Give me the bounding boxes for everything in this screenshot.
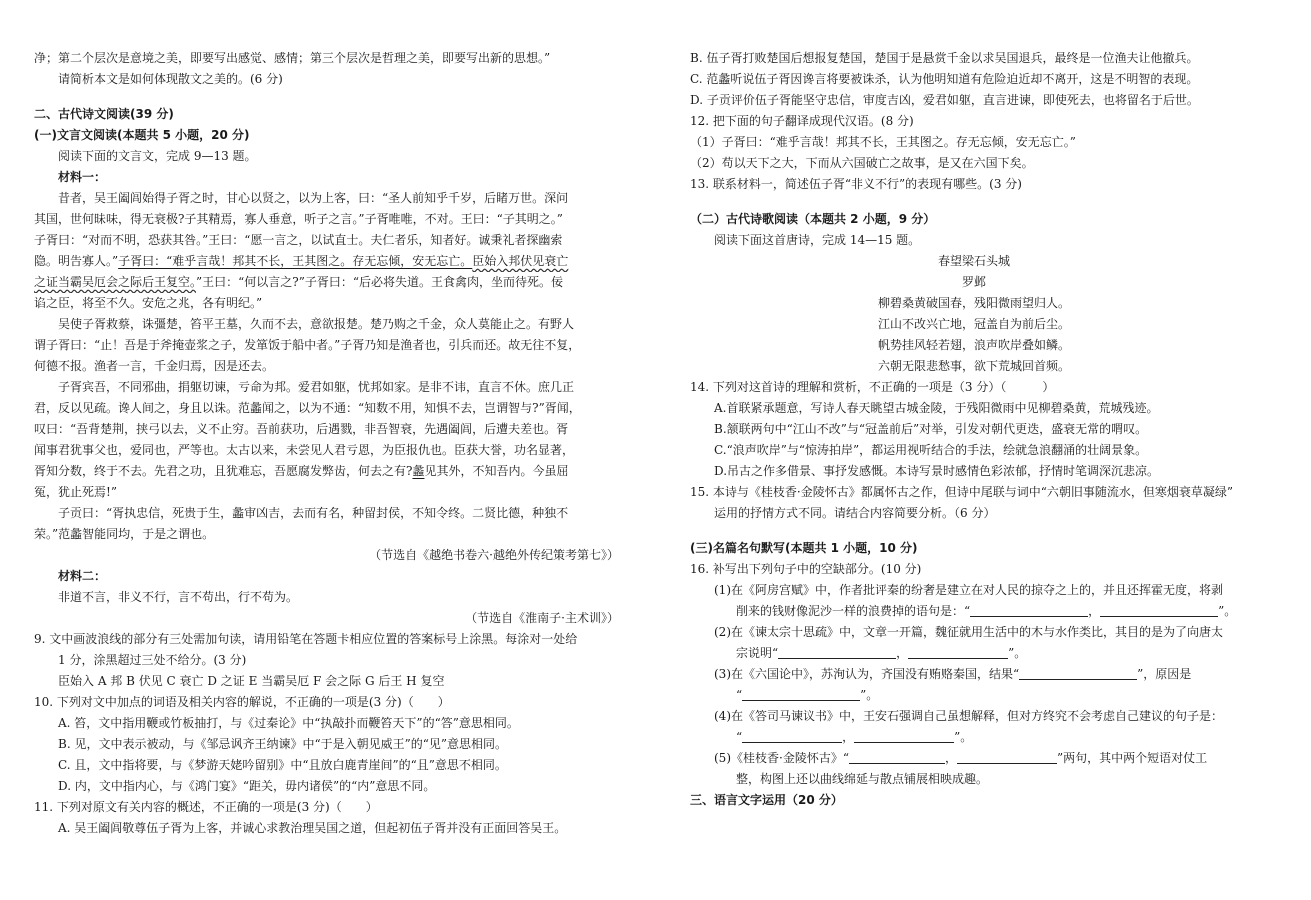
passage-line: 之证当霸吴厄会之际后王复空。”王曰：“何以言之?”子胥曰：“后必将失道。王食禽肉，坐而待死。佞 bbox=[34, 275, 563, 289]
material-label: 材料一： bbox=[58, 170, 107, 184]
passage-line: 子贡曰：“胥执忠信，死贵于生，蠡审凶吉，去而有名，种留封侯，不知令终。二贤比德，种独不 bbox=[58, 506, 569, 520]
answer-blank[interactable] bbox=[742, 730, 842, 743]
question-16-item-4-cont: “ ， ”。 bbox=[736, 730, 973, 744]
option-a: A.首联紧承题意，写诗人春天眺望古城金陵，于残阳微雨中见柳碧桑黄，荒城残迹。 bbox=[714, 401, 1159, 415]
question-14: 14. 下列对这首诗的理解和赏析，不正确的一项是（3 分）（ ） bbox=[690, 380, 1055, 394]
question-9-options: 臣始入 A 邦 B 伏见 C 衰亡 D 之证 E 当霸吴厄 F 会之际 G 后王 H 复空 bbox=[58, 674, 445, 688]
option-b: B. 见，文中表示被动，与《邹忌讽齐王纳谏》中“于是入朝见威王”的“见”意思相同。 bbox=[58, 737, 507, 751]
wavy-underlined-text: 之证当霸吴厄会之际后王复空。 bbox=[34, 275, 197, 289]
underlined-sentence: 子胥曰：“难乎言哉！邦其不长，王其图之。存无忘倾，安无忘亡。 bbox=[118, 254, 473, 268]
option-d: D.吊古之作多借景、事抒发感慨。本诗写景时感情色彩浓郁，抒情时笔调深沉悲凉。 bbox=[714, 464, 1160, 478]
question-16-item-5-cont: 整，构图上还以曲线绵延与散点铺展相映成趣。 bbox=[736, 772, 989, 786]
reading-instruction: 阅读下面这首唐诗，完成 14—15 题。 bbox=[714, 233, 921, 247]
answer-blank[interactable] bbox=[1019, 667, 1137, 680]
passage-line: 谄之臣，将至不久。安危之兆，各有明纪。” bbox=[34, 296, 263, 310]
option-b: B. 伍子胥打败楚国后想报复楚国，楚国于是悬赏千金以求吴国退兵，最终是一位渔夫让他撤兵。 bbox=[690, 51, 1199, 65]
question-12-item: （1）子胥曰：“难乎言哉！邦其不长，王其图之。存无忘倾，安无忘亡。” bbox=[690, 135, 1076, 149]
question-12: 12. 把下面的句子翻译成现代汉语。(8 分) bbox=[690, 114, 914, 128]
material-label: 材料二： bbox=[58, 569, 107, 583]
passage-line: 何德不报。渔者一言，千金归焉，因是还去。 bbox=[34, 359, 275, 373]
question-16-item-1-cont: 削来的钱财像泥沙一样的浪费掉的语句是：“ ， ”。 bbox=[736, 604, 1237, 618]
option-d: D. 内，文中指内心，与《鸿门宴》“距关，毋内诸侯”的“内”意思不同。 bbox=[58, 779, 436, 793]
reading-instruction: 阅读下面的文言文，完成 9—13 题。 bbox=[58, 149, 257, 163]
answer-blank[interactable] bbox=[908, 646, 1008, 659]
passage-line: 谓子胥曰：“止！吾是于斧掩壶浆之子，发箪饭于船中者。”子胥乃知是渔者也，引兵而还。故无往不复， bbox=[34, 338, 581, 352]
question-9-cont: 1 分，涂黑超过三处不给分。(3 分) bbox=[58, 653, 247, 667]
poem-line: 六朝无限悲愁事，欲下荒城回首频。 bbox=[877, 359, 1070, 373]
passage-line: 吴使子胥救蔡，诛彊楚，笞平王墓，久而不去，意欲报楚。楚乃购之千金，众人莫能止之。有野人 bbox=[58, 317, 575, 331]
section-heading: 二、古代诗文阅读(39 分) bbox=[34, 107, 174, 121]
question-13: 13. 联系材料一，简述伍子胥“非义不行”的表现有哪些。(3 分) bbox=[690, 177, 1022, 191]
passage-line: 胥知分数，终于不去。先君之功，且犹难忘，吾愿腐发弊齿，何去之有?蠡见其外，不知吾内。今虽屈 bbox=[34, 464, 569, 478]
section-heading: 三、语言文字运用（20 分） bbox=[690, 793, 843, 807]
question-16-item-3-cont: “ ”。 bbox=[736, 688, 879, 702]
poem-line: 帆势挂风轻若翅，浪声吹岸叠如鳞。 bbox=[877, 338, 1070, 352]
option-d: D. 子贡评价伍子胥能坚守忠信，审度吉凶，爱君如躯，直言进谏，即使死去，也将留名于后世。 bbox=[690, 93, 1199, 107]
dotted-word: 蠡 bbox=[412, 464, 425, 478]
question-12-item: （2）苟以天下之大，下而从六国破亡之故事，是又在六国下矣。 bbox=[690, 156, 1034, 170]
option-b: B.颔联两句中“江山不改”与“冠盖前后”对举，引发对朝代更迭，盛衰无常的喟叹。 bbox=[714, 422, 1148, 436]
source-citation: （节选自《淮南子·主术训》） bbox=[465, 611, 619, 625]
passage-line: 冤，犹止死焉!” bbox=[34, 485, 117, 499]
passage-line: 子胥曰：“对而不明，恐获其咎。”王曰：“愿一言之，以试直士。夫仁者乐，知者好。诚秉礼者探幽索 bbox=[34, 233, 563, 247]
answer-blank[interactable] bbox=[849, 751, 945, 764]
answer-blank[interactable] bbox=[970, 604, 1088, 617]
question-16: 16. 补写出下列句子中的空缺部分。(10 分) bbox=[690, 562, 922, 576]
left-column bbox=[34, 48, 619, 839]
subsection-heading: (一)文言文阅读(本题共 5 小题，20 分) bbox=[34, 128, 250, 142]
question-16-item-2: (2)在《谏太宗十思疏》中，文章一开篇，魏征就用生活中的木与水作类比，其目的是为了向唐太 bbox=[714, 625, 1224, 639]
question-16-item-5: (5)《桂枝香·金陵怀古》“ ， ”两句，其中两个短语对仗工 bbox=[714, 751, 1208, 765]
subsection-heading: （二）古代诗歌阅读（本题共 2 小题，9 分） bbox=[690, 212, 936, 226]
question-15: 15. 本诗与《桂枝香·金陵怀古》都属怀古之作，但诗中尾联与词中“六朝旧事随流水，但寒烟衰草凝绿” bbox=[690, 485, 1233, 499]
answer-blank[interactable] bbox=[957, 751, 1057, 764]
wavy-underlined-text: 臣始入邦伏见衰亡 bbox=[472, 254, 569, 268]
passage-line: 荣。”范蠡智能同均，于是之谓也。 bbox=[34, 527, 215, 541]
text-line: 净；第二个层次是意境之美，即要写出感觉、感情；第三个层次是哲理之美，即要写出新的思想。” bbox=[34, 51, 551, 65]
passage-line: 闻事君犹事父也，爱同也，严等也。太古以来，未尝见人君亏恩，为臣报仇也。臣获大誉，功名显著， bbox=[34, 443, 575, 457]
answer-blank[interactable] bbox=[742, 688, 860, 701]
option-a: A. 吴王阖闾敬尊伍子胥为上客，并诚心求教治理吴国之道，但起初伍子胥并没有正面回答吴王。 bbox=[58, 821, 567, 835]
answer-blank[interactable] bbox=[854, 730, 954, 743]
question-16-item-3: (3)在《六国论中》，苏洵认为，齐国没有贿赂秦国，结果“ ”，原因是 bbox=[714, 667, 1192, 681]
option-c: C.“浪声吹岸”与“惊涛拍岸”，都运用视听结合的手法，绘就急浪翻涌的壮阔景象。 bbox=[714, 443, 1148, 457]
question-10: 10. 下列对文中加点的词语及相关内容的解说，不正确的一项是(3 分)（ ） bbox=[34, 695, 450, 709]
passage-line: 君，反以见疏。谗人间之，身且以诛。范蠡闻之，以为不通：“知数不用，知惧不去，岂谓智与?”胥闻， bbox=[34, 401, 581, 415]
question-16-item-1: (1)在《阿房宫赋》中，作者批评秦的纷奢是建立在对人民的掠夺之上的，并且还挥霍无度，将剥 bbox=[714, 583, 1224, 597]
poem-author: 罗邺 bbox=[961, 275, 986, 289]
option-c: C. 范蠡听说伍子胥因谗言将要被诛杀，认为他明知道有危险迫近却不离开，这是不明智的表现。 bbox=[690, 72, 1199, 86]
poem-title: 春望梁石头城 bbox=[937, 254, 1010, 268]
passage-line: 子胥宾吾，不同邪曲，捐躯切谏，亏命为邦。爱君如躯，忧邦如家。是非不讳，直言不休。庶几正 bbox=[58, 380, 575, 394]
passage-line: 叹曰：“吾背楚荆，挟弓以去，义不止穷。吾前获功，后遇戮，非吾智衰，先遇阖闾，后遭夫差也。胥 bbox=[34, 422, 569, 436]
answer-blank[interactable] bbox=[778, 646, 896, 659]
passage-line: 其国，世何昧味，得无衰极?子其精焉，寡人垂意，听子之言。”子胥唯唯，不对。王曰：“子其明之。” bbox=[34, 212, 563, 226]
poem-line: 柳碧桑黄破国春，残阳微雨望归人。 bbox=[877, 296, 1070, 310]
question-11: 11. 下列对原文有关内容的概述，不正确的一项是(3 分)（ ） bbox=[34, 800, 378, 814]
source-citation: （节选自《越绝书卷六·越绝外传纪策考第七》） bbox=[369, 548, 619, 562]
option-c: C. 且，文中指将要，与《梦游天姥吟留别》中“且放白鹿青崖间”的“且”意思不相同。 bbox=[58, 758, 507, 772]
question-9: 9. 文中画波浪线的部分有三处需加句读，请用铅笔在答题卡相应位置的答案标号上涂黑。每涂对一处给 bbox=[34, 632, 578, 646]
right-column bbox=[690, 48, 1258, 811]
passage-line: 昔者，吴王阖闾始得子胥之时，甘心以贤之，以为上客，曰：“圣人前知乎千岁，后睹万世。深问 bbox=[58, 191, 569, 205]
option-a: A. 笞，文中指用鞭或竹板抽打，与《过秦论》中“执敲扑而鞭笞天下”的“答”意思相同。 bbox=[58, 716, 519, 730]
question-prompt: 请简析本文是如何体现散文之美的。(6 分) bbox=[58, 72, 283, 86]
passage-line: 隐。明告寡人。”子胥曰：“难乎言哉！邦其不长，王其图之。存无忘倾，安无忘亡。臣始入邦伏见衰亡 bbox=[34, 254, 569, 268]
poem-line: 江山不改兴亡地，冠盖自为前后尘。 bbox=[877, 317, 1070, 331]
subsection-heading: (三)名篇名句默写(本题共 1 小题，10 分) bbox=[690, 541, 918, 555]
passage-line: 非道不言，非义不行，言不苟出，行不苟为。 bbox=[58, 590, 299, 604]
question-16-item-4: (4)在《答司马谏议书》中，王安石强调自己虽想解释，但对方终究不会考虑自己建议的句子是： bbox=[714, 709, 1224, 723]
question-16-item-2-cont: 宗说明“ ， ”。 bbox=[736, 646, 1027, 660]
answer-blank[interactable] bbox=[1100, 604, 1218, 617]
question-15-cont: 运用的抒情方式不同。请结合内容简要分析。（6 分） bbox=[714, 506, 996, 520]
